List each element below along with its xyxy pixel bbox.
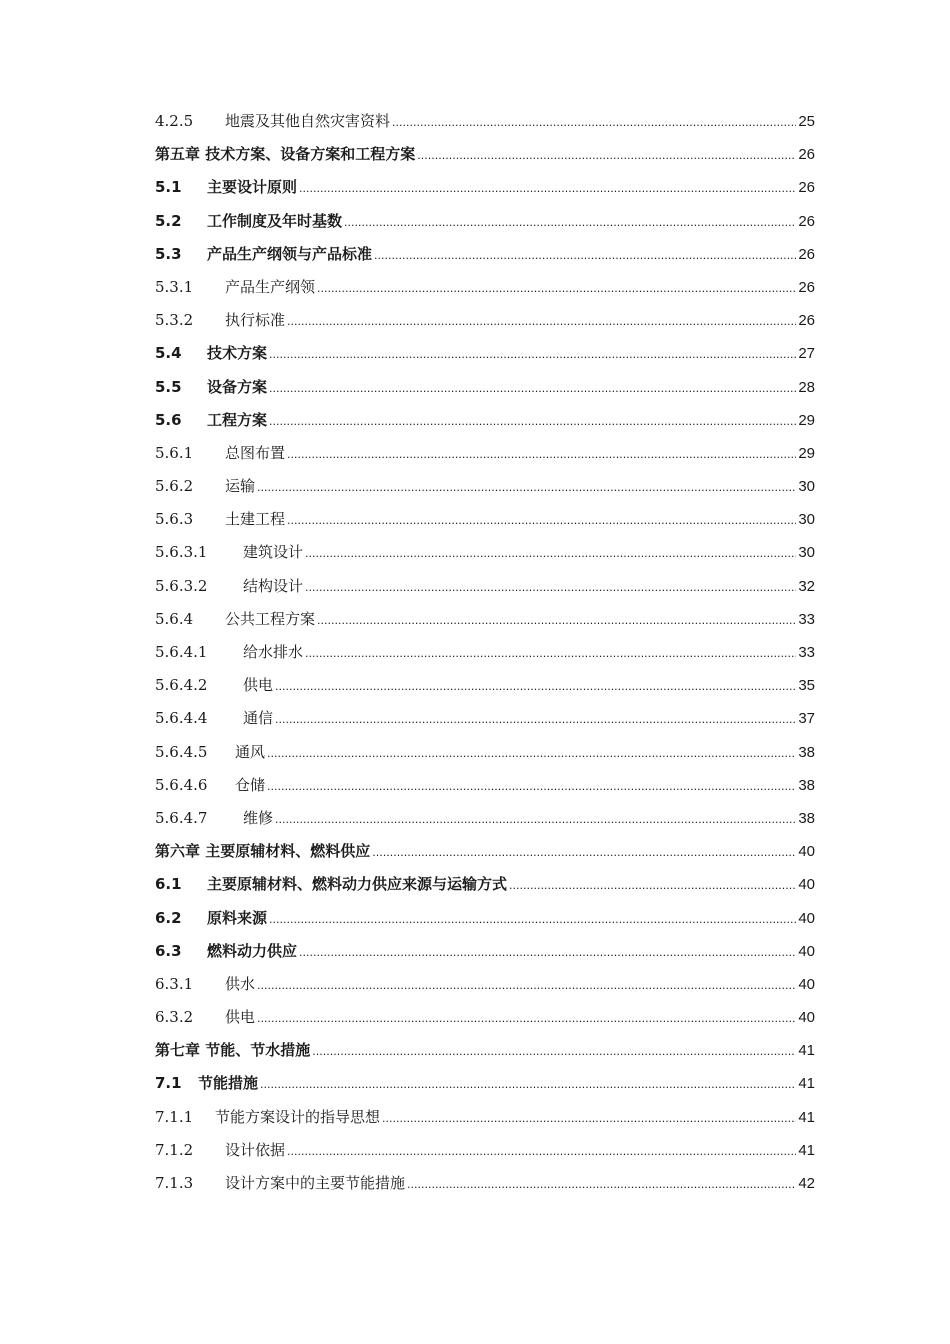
toc-entry-title: 工程方案	[207, 410, 268, 429]
toc-entry[interactable]	[155, 741, 815, 774]
toc-entry-number: 5.6.4.2	[155, 676, 208, 695]
toc-entry-page-number: 40	[798, 975, 815, 993]
toc-entry-page-number: 41	[798, 1042, 815, 1060]
toc-entry-number: 6.3.2	[155, 1008, 194, 1027]
toc-entry-title: 通风	[235, 742, 266, 761]
toc-leader-dots	[305, 547, 796, 560]
toc-entry[interactable]	[155, 907, 815, 940]
toc-leader-dots	[317, 282, 796, 295]
toc-entry-number: 5.6.4	[155, 609, 194, 628]
toc-entry-title: 总图布置	[225, 443, 286, 462]
toc-leader-dots	[267, 780, 796, 793]
toc-entry-number: 6.3.1	[155, 974, 194, 993]
toc-entry-number: 5.6.4.1	[155, 643, 208, 661]
toc-entry-number: 5.6.4.5	[155, 742, 208, 761]
toc-entry-number: 6.1	[155, 875, 182, 894]
toc-leader-dots	[312, 1045, 796, 1058]
toc-entry[interactable]	[155, 541, 815, 574]
toc-entry[interactable]	[155, 807, 815, 840]
toc-entry-title: 地震及其他自然灾害资料	[225, 112, 391, 130]
toc-entry-title: 执行标准	[225, 311, 286, 330]
toc-entry-title: 节能措施	[198, 1074, 259, 1093]
toc-entry-number: 6.3	[155, 941, 182, 960]
toc-entry-number: 5.6	[155, 410, 182, 429]
toc-entry[interactable]	[155, 442, 815, 475]
toc-entry-number: 4.2.5	[155, 112, 194, 130]
toc-entry[interactable]	[155, 276, 815, 309]
toc-entry-title: 产品生产纲领	[225, 277, 316, 296]
toc-entry-title: 技术方案	[207, 344, 268, 363]
toc-entry-page-number: 29	[798, 444, 815, 462]
toc-entry[interactable]	[155, 1139, 815, 1172]
toc-leader-dots	[374, 249, 796, 262]
toc-entry-page-number: 26	[798, 245, 815, 263]
toc-leader-dots	[299, 182, 796, 195]
toc-leader-dots	[382, 1112, 796, 1125]
toc-entry-number: 5.6.2	[155, 477, 194, 496]
toc-entry[interactable]	[155, 973, 815, 1006]
toc-leader-dots	[269, 415, 796, 428]
toc-entry-page-number: 42	[798, 1175, 815, 1192]
toc-entry-number: 5.1	[155, 178, 182, 197]
toc-entry-number: 7.1.2	[155, 1140, 194, 1159]
toc-entry[interactable]	[155, 608, 815, 641]
toc-entry[interactable]	[155, 774, 815, 807]
toc-leader-dots	[417, 149, 796, 162]
toc-leader-dots	[275, 680, 796, 693]
toc-leader-dots	[305, 647, 796, 660]
toc-entry-page-number: 33	[798, 644, 815, 661]
toc-leader-dots	[299, 946, 796, 959]
toc-leader-dots	[509, 879, 796, 892]
toc-entry[interactable]	[155, 409, 815, 442]
toc-leader-dots	[287, 514, 796, 527]
toc-leader-dots	[269, 382, 796, 395]
toc-entry-page-number: 30	[798, 478, 815, 496]
toc-entry-number: 6.2	[155, 908, 182, 927]
toc-entry[interactable]	[155, 575, 815, 608]
toc-entry[interactable]	[155, 309, 815, 342]
toc-entry[interactable]	[155, 674, 815, 707]
toc-entry-number: 5.5	[155, 377, 182, 396]
toc-entry[interactable]	[155, 475, 815, 508]
toc-entry-title: 第六章 主要原辅材料、燃料供应	[155, 842, 371, 861]
toc-leader-dots	[392, 116, 796, 129]
toc-entry-number: 7.1	[155, 1074, 182, 1093]
toc-entry-title: 供电	[243, 676, 274, 695]
toc-entry[interactable]	[155, 210, 815, 243]
toc-entry-title: 供电	[225, 1008, 256, 1027]
toc-entry-title: 原料来源	[207, 908, 268, 927]
table-of-contents	[155, 110, 815, 1205]
toc-leader-dots	[287, 1145, 796, 1158]
toc-entry[interactable]	[155, 1072, 815, 1105]
toc-leader-dots	[287, 448, 796, 461]
toc-entry[interactable]	[155, 508, 815, 541]
toc-entry-page-number: 41	[798, 1075, 815, 1093]
toc-entry-page-number: 41	[798, 1108, 815, 1126]
toc-leader-dots	[275, 813, 796, 826]
toc-entry-page-number: 38	[798, 743, 815, 761]
toc-entry-page-number: 33	[798, 610, 815, 628]
toc-entry[interactable]	[155, 940, 815, 973]
toc-entry[interactable]	[155, 1006, 815, 1039]
toc-entry[interactable]	[155, 1172, 815, 1205]
toc-entry-page-number: 37	[798, 710, 815, 728]
toc-entry-number: 5.6.4.7	[155, 808, 208, 827]
toc-entry-page-number: 30	[798, 511, 815, 529]
toc-entry-page-number: 40	[798, 876, 815, 894]
toc-entry-page-number: 32	[798, 577, 815, 595]
toc-entry[interactable]	[155, 840, 815, 873]
toc-entry-title: 通信	[243, 709, 274, 728]
toc-entry-number: 5.6.3	[155, 510, 194, 529]
toc-entry-title: 给水排水	[243, 643, 304, 661]
toc-entry-number: 5.2	[155, 211, 182, 230]
toc-entry-title: 结构设计	[243, 576, 304, 595]
toc-entry[interactable]	[155, 641, 815, 674]
toc-entry-title: 设计依据	[225, 1140, 286, 1159]
toc-leader-dots	[269, 913, 796, 926]
toc-entry-number: 5.6.4.6	[155, 775, 208, 794]
toc-leader-dots	[407, 1178, 796, 1191]
toc-leader-dots	[260, 1078, 796, 1091]
toc-entry-page-number: 38	[798, 776, 815, 794]
toc-entry[interactable]	[155, 873, 815, 906]
toc-entry-title: 主要原辅材料、燃料动力供应来源与运输方式	[207, 875, 508, 894]
toc-entry-title: 第五章 技术方案、设备方案和工程方案	[155, 145, 416, 164]
toc-leader-dots	[275, 713, 796, 726]
toc-entry-page-number: 26	[798, 312, 815, 330]
toc-entry-page-number: 27	[798, 345, 815, 363]
toc-entry-page-number: 40	[798, 909, 815, 927]
toc-leader-dots	[257, 979, 796, 992]
toc-entry[interactable]	[155, 1106, 815, 1139]
toc-entry-title: 公共工程方案	[225, 609, 316, 628]
toc-leader-dots	[372, 846, 796, 859]
toc-leader-dots	[267, 747, 796, 760]
toc-entry-page-number: 40	[798, 942, 815, 960]
toc-entry-title: 主要设计原则	[207, 178, 298, 197]
toc-entry-title: 仓储	[235, 775, 266, 794]
toc-entry-page-number: 26	[798, 179, 815, 197]
toc-entry-title: 维修	[243, 808, 274, 827]
toc-entry-number: 5.3	[155, 244, 182, 263]
toc-leader-dots	[257, 1012, 796, 1025]
toc-entry[interactable]	[155, 342, 815, 375]
toc-entry-number: 5.6.4.4	[155, 709, 208, 728]
toc-entry-title: 设计方案中的主要节能措施	[225, 1174, 406, 1192]
toc-entry-title: 产品生产纲领与产品标准	[207, 244, 373, 263]
toc-entry-page-number: 26	[798, 212, 815, 230]
toc-entry[interactable]	[155, 376, 815, 409]
toc-entry-number: 5.6.3.1	[155, 543, 208, 562]
toc-entry-title: 土建工程	[225, 510, 286, 529]
toc-entry-number: 5.3.1	[155, 277, 194, 296]
toc-entry-page-number: 30	[798, 544, 815, 562]
toc-entry-number: 5.4	[155, 344, 182, 363]
toc-entry[interactable]	[155, 243, 815, 276]
toc-leader-dots	[344, 216, 796, 229]
toc-leader-dots	[287, 315, 796, 328]
toc-entry[interactable]	[155, 1039, 815, 1072]
toc-leader-dots	[305, 581, 796, 594]
toc-entry-page-number: 38	[798, 809, 815, 827]
toc-entry[interactable]	[155, 176, 815, 209]
toc-entry-number: 5.6.1	[155, 443, 194, 462]
toc-entry-page-number: 40	[798, 1009, 815, 1027]
toc-entry[interactable]	[155, 707, 815, 740]
toc-entry-title: 供水	[225, 974, 256, 993]
toc-leader-dots	[257, 481, 796, 494]
toc-entry-page-number: 35	[798, 677, 815, 695]
toc-entry-page-number: 29	[798, 411, 815, 429]
toc-entry-number: 5.3.2	[155, 311, 194, 330]
toc-entry-page-number: 26	[798, 278, 815, 296]
toc-entry-page-number: 28	[798, 378, 815, 396]
toc-entry-page-number: 25	[798, 113, 815, 130]
toc-entry-number: 5.6.3.2	[155, 576, 208, 595]
toc-leader-dots	[269, 348, 796, 361]
toc-entry-title: 工作制度及年时基数	[207, 211, 343, 230]
toc-entry-title: 设备方案	[207, 377, 268, 396]
toc-entry-number: 7.1.3	[155, 1174, 194, 1192]
toc-entry[interactable]	[155, 110, 815, 143]
toc-entry-title: 运输	[225, 477, 256, 496]
toc-entry-page-number: 26	[798, 146, 815, 164]
toc-entry[interactable]	[155, 143, 815, 176]
toc-entry-title: 燃料动力供应	[207, 941, 298, 960]
toc-leader-dots	[317, 614, 796, 627]
toc-entry-title: 节能方案设计的指导思想	[215, 1107, 381, 1126]
toc-entry-number: 7.1.1	[155, 1107, 194, 1126]
toc-entry-title: 第七章 节能、节水措施	[155, 1041, 311, 1060]
toc-entry-title: 建筑设计	[243, 543, 304, 562]
toc-entry-page-number: 40	[798, 843, 815, 861]
toc-entry-page-number: 41	[798, 1141, 815, 1159]
